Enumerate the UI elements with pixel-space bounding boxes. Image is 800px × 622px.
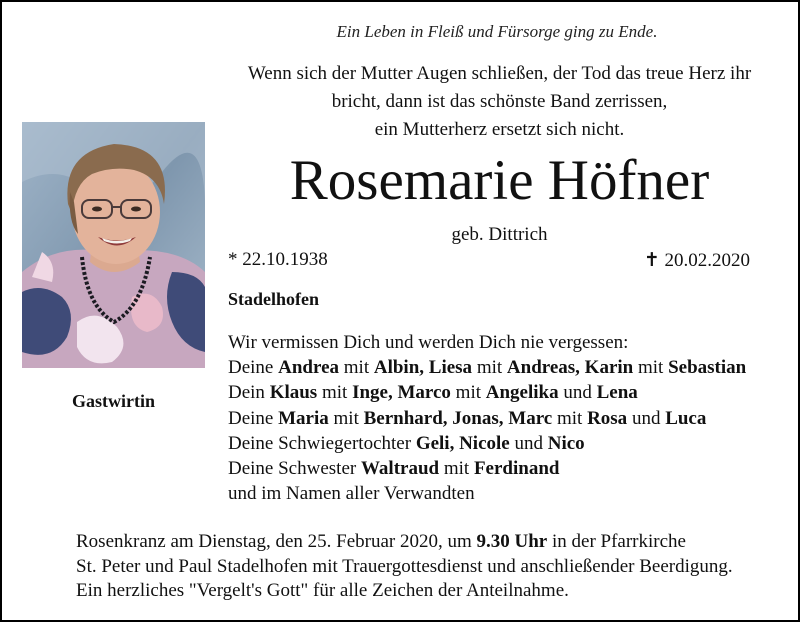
mourner-text: mit: [317, 382, 353, 404]
mourner-line: [228, 431, 746, 456]
mourner-text: mit: [328, 407, 364, 429]
mourner-text: mit: [450, 382, 486, 404]
mourner-text: und im Namen aller Verwandten: [228, 483, 475, 505]
poem-line: ein Mutterherz ersetzt sich nicht.: [374, 119, 625, 140]
mourner-text: mit: [552, 407, 588, 429]
mourner-name: Sebastian: [668, 357, 747, 379]
mourner-line: [228, 406, 746, 431]
mourner-text: und: [627, 407, 666, 429]
mourner-text: mit: [339, 357, 374, 379]
service-line: St. Peter und Paul Stadelhofen mit Trauergottesdienst und anschließender Beerdigung.: [76, 555, 733, 577]
service-info: [76, 530, 733, 604]
mourners-list: [228, 330, 746, 506]
death-date: ✝ 20.02.2020: [643, 250, 750, 271]
poem: [222, 60, 777, 144]
mourner-text: mit: [439, 458, 474, 480]
mourner-name: Rosa: [587, 407, 628, 429]
thanks-line: Ein herzliches "Vergelt's Gott" für alle Zeichen der Anteilnahme.: [76, 580, 569, 601]
mourner-name: Albin, Liesa: [373, 357, 473, 379]
maiden-name: geb. Dittrich: [451, 224, 548, 245]
mourner-name: Waltraud: [360, 458, 440, 480]
mourner-name: Ferdinand: [473, 458, 560, 480]
mourner-line: [228, 380, 746, 405]
mourner-text: und: [509, 432, 548, 454]
deceased-name: Rosemarie Höfner: [289, 149, 710, 212]
mourner-text: Wir vermissen Dich und werden Dich nie vergessen:: [228, 332, 629, 353]
mourner-text: Deine Schwiegertochter: [228, 432, 416, 454]
mourner-text: und: [558, 382, 597, 404]
poem-line: Wenn sich der Mutter Augen schließen, der Tod das treue Herz ihr: [247, 63, 752, 84]
mourner-name: Maria: [278, 407, 329, 429]
mourner-name: Klaus: [269, 382, 318, 404]
mourner-name: Inge, Marco: [352, 382, 451, 404]
service-text: in der Pfarrkirche: [547, 531, 686, 552]
mourner-text: Deine: [228, 407, 279, 429]
birth-date: * 22.10.1938: [228, 249, 328, 270]
mourner-line: [228, 355, 746, 380]
mourner-name: Angelika: [485, 382, 559, 404]
mourner-text: mit: [633, 357, 669, 379]
service-text: Rosenkranz am Dienstag, den 25. Februar 2020, um: [76, 531, 477, 552]
place-of-residence: Stadelhofen: [228, 289, 320, 309]
mourners-closing: [228, 481, 746, 506]
motto: Ein Leben in Fleiß und Fürsorge ging zu Ende.: [336, 22, 658, 41]
mourner-name: Luca: [665, 407, 707, 429]
mourner-text: Deine Schwester: [228, 458, 361, 480]
service-time: 9.30 Uhr: [476, 531, 548, 552]
mourner-name: Geli, Nicole: [415, 432, 510, 454]
mourner-text: mit: [472, 357, 507, 379]
poem-line: bricht, dann ist das schönste Band zerrissen,: [331, 91, 668, 112]
occupation: Gastwirtin: [72, 391, 155, 411]
mourner-name: Lena: [596, 382, 638, 404]
mourners-intro: [228, 330, 746, 355]
service-line: [76, 530, 733, 555]
mourner-text: Deine: [228, 357, 279, 379]
mourner-name: Andrea: [278, 357, 340, 379]
mourner-name: Bernhard, Jonas, Marc: [363, 407, 553, 429]
mourner-name: Nico: [547, 432, 585, 454]
mourner-text: Dein: [228, 382, 270, 404]
mourner-name: Andreas, Karin: [506, 357, 634, 379]
portrait-photo: [22, 122, 205, 368]
mourner-line: [228, 456, 746, 481]
